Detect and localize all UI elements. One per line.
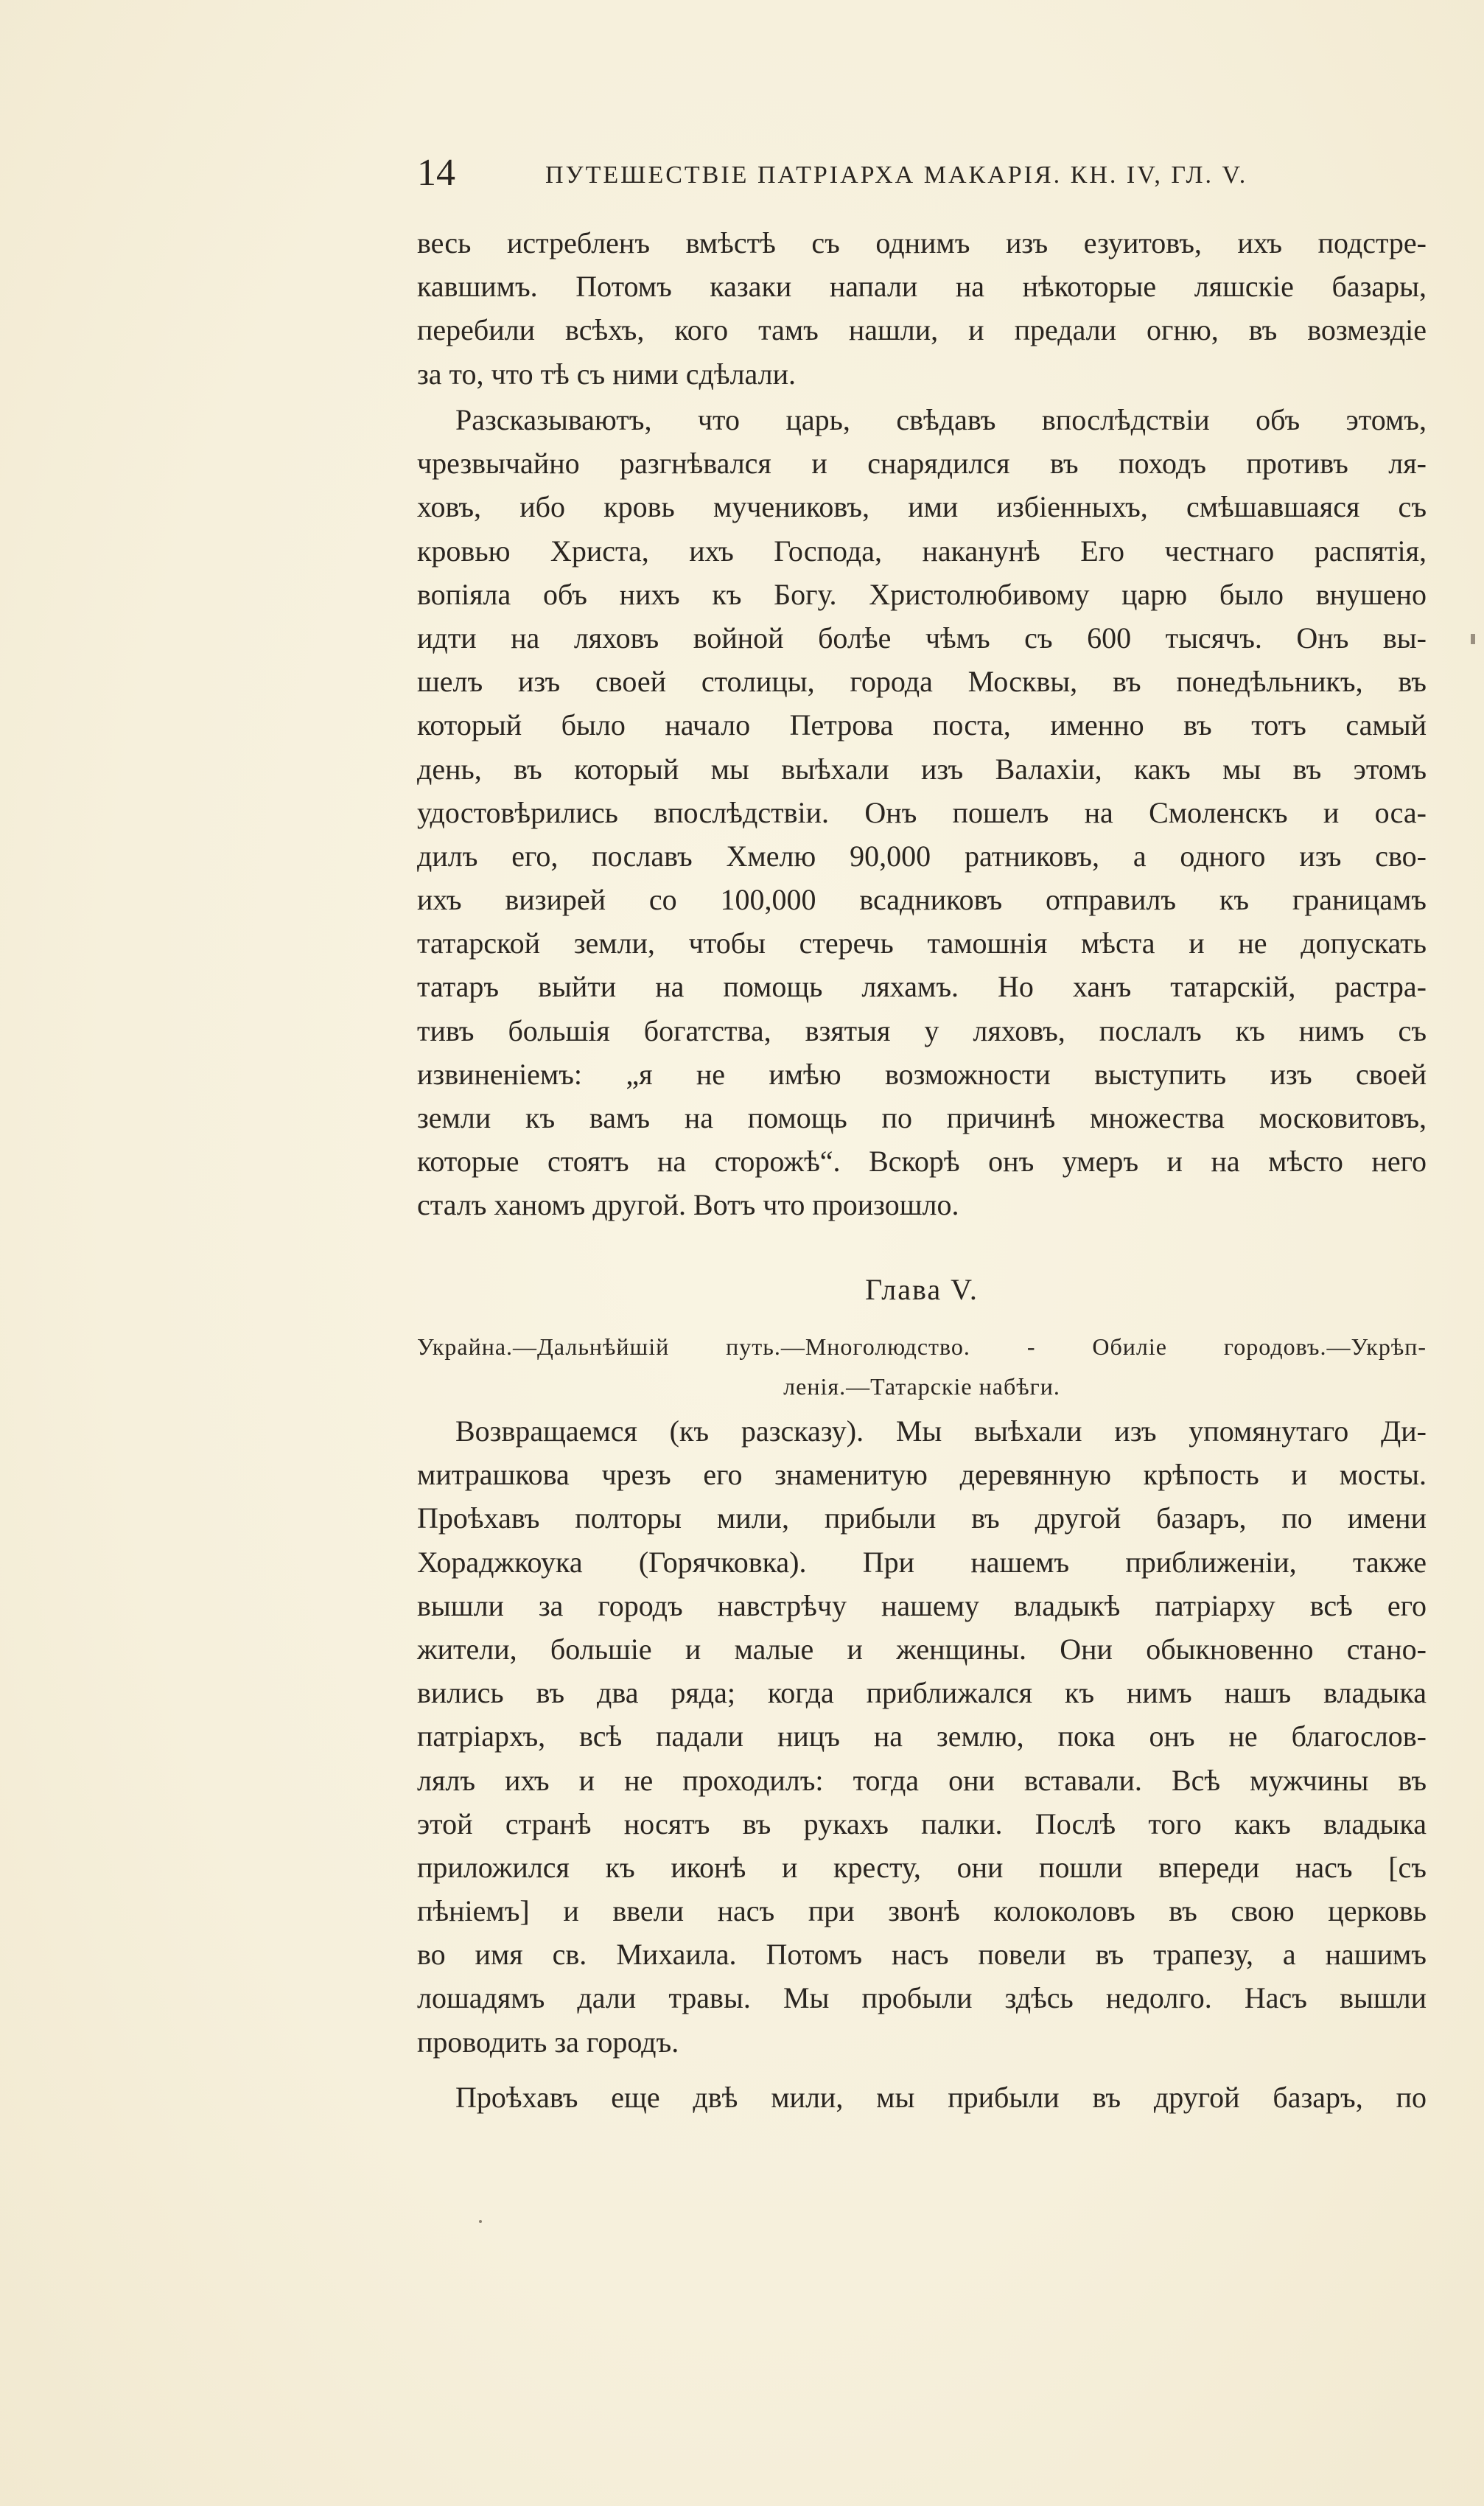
text-line: земли къ вамъ на помощь по причинѣ множества московитовъ, [417,1101,1427,1134]
text-line: за то, что тѣ съ ними сдѣлали. [417,357,797,391]
text-line: вились въ два ряда; когда приближался къ нимъ нашъ владыка [417,1676,1427,1710]
text-line: которые стоятъ на сторожѣ“. Вскорѣ онъ умеръ и на мѣсто него [417,1145,1427,1179]
paragraph-1 [417,221,1427,396]
paragraph-4 [417,2076,1427,2119]
text-line: во имя св. Михаила. Потомъ насъ повели въ трапезу, а нашимъ [417,1938,1427,1972]
text-line: пѣніемъ] и ввели насъ при звонѣ колоколовъ въ свою церковь [417,1894,1427,1928]
text-line: патріархъ, всѣ падали ницъ на землю, пока онъ не благослов- [417,1720,1427,1753]
text-line: ховъ, ибо кровь мучениковъ, ими избіенныхъ, смѣшавшаяся съ [417,490,1427,524]
text-line: тивъ большія богатства, взятыя у ляховъ, послалъ къ нимъ съ [417,1013,1427,1047]
summary-line: ленія.—Татарскіе набѣги. [783,1373,1060,1400]
text-line: который было начало Петрова поста, именно въ тотъ самый [417,708,1427,742]
chapter-heading: Глава V. [865,1273,979,1306]
text-line: сталъ ханомъ другой. Вотъ что произошло. [417,1188,959,1222]
text-line: жители, большіе и малые и женщины. Они обыкновенно стано- [417,1632,1427,1666]
text-line: митрашкова чрезъ его знаменитую деревянную крѣпость и мосты. [417,1458,1427,1492]
paragraph-3 [417,1409,1427,2064]
text-line: татарской земли, чтобы стеречь тамошнія мѣста и не допускать [417,926,1427,960]
chapter-summary [417,1327,1427,1406]
running-head [417,147,1437,199]
text-line: вопіяла объ нихъ къ Богу. Христолюбивому царю было внушено [417,577,1427,611]
margin-mark [1471,634,1475,644]
text-line: этой странѣ носятъ въ рукахъ палки. Послѣ того какъ владыка [417,1807,1427,1840]
text-line: Хораджкоука (Горячковка). При нашемъ приближеніи, также [417,1545,1427,1579]
text-line: лошадямъ дали травы. Мы пробыли здѣсь недолго. Насъ вышли [417,1981,1427,2015]
text-line: кровью Христа, ихъ Господа, наканунѣ Его честнаго распятія, [417,534,1427,568]
text-line: Проѣхавъ полторы мили, прибыли въ другой базаръ, по имени [417,1501,1427,1535]
text-line: Разсказываютъ, что царь, свѣдавъ впослѣдствіи объ этомъ, [455,403,1427,436]
text-line: удостовѣрились впослѣдствіи. Онъ пошелъ на Смоленскъ и оса- [417,795,1427,829]
text-line: проводить за городъ. [417,2025,679,2059]
text-line: день, въ который мы выѣхали изъ Валахіи, какъ мы въ этомъ [417,752,1427,786]
page-number: 14 [417,152,455,194]
summary-line: Украйна.—Дальнѣйшій путь.—Многолюдство. - Обиліе городовъ.—Укрѣп- [417,1333,1427,1360]
text-line: кавшимъ. Потомъ казаки напали на нѣкоторые ляшскіе базары, [417,270,1427,304]
text-line: татаръ выйти на помощь ляхамъ. Но ханъ татарскій, растра- [417,970,1427,1004]
text-line: приложился къ иконѣ и кресту, они пошли впереди насъ [съ [417,1850,1427,1884]
text-line: дилъ его, пославъ Хмелю 90,000 ратниковъ, а одного изъ сво- [417,839,1427,873]
text-line: шелъ изъ своей столицы, города Москвы, въ понедѣльникъ, въ [417,665,1427,699]
text-line: ихъ визирей со 100,000 всадниковъ отправилъ къ границамъ [417,883,1427,917]
paper-speck [479,2220,482,2223]
paragraph-2 [417,398,1427,1227]
text-line: весь истребленъ вмѣстѣ съ однимъ изъ езуитовъ, ихъ подстре- [417,226,1427,259]
text-line: перебили всѣхъ, кого тамъ нашли, и предали огню, въ возмездіе [417,313,1427,347]
text-line: идти на ляховъ войной болѣе чѣмъ съ 600 тысячъ. Онъ вы- [417,621,1427,655]
text-line: Проѣхавъ еще двѣ мили, мы прибыли въ другой базаръ, по [455,2081,1427,2114]
text-line: вышли за городъ навстрѣчу нашему владыкѣ патріарху всѣ его [417,1588,1427,1622]
text-line: лялъ ихъ и не проходилъ: тогда они вставали. Всѣ мужчины въ [417,1763,1427,1797]
text-line: чрезвычайно разгнѣвался и снарядился въ походъ противъ ля- [417,447,1427,481]
running-title: ПУТЕШЕСТВІЕ ПАТРІАРХА МАКАРІЯ. КН. IV, ГЛ. V. [545,161,1248,189]
text-line: извиненіемъ: „я не имѣю возможности выступить изъ своей [417,1057,1427,1091]
text-line: Возвращаемся (къ разсказу). Мы выѣхали изъ упомянутаго Ди- [455,1414,1427,1448]
